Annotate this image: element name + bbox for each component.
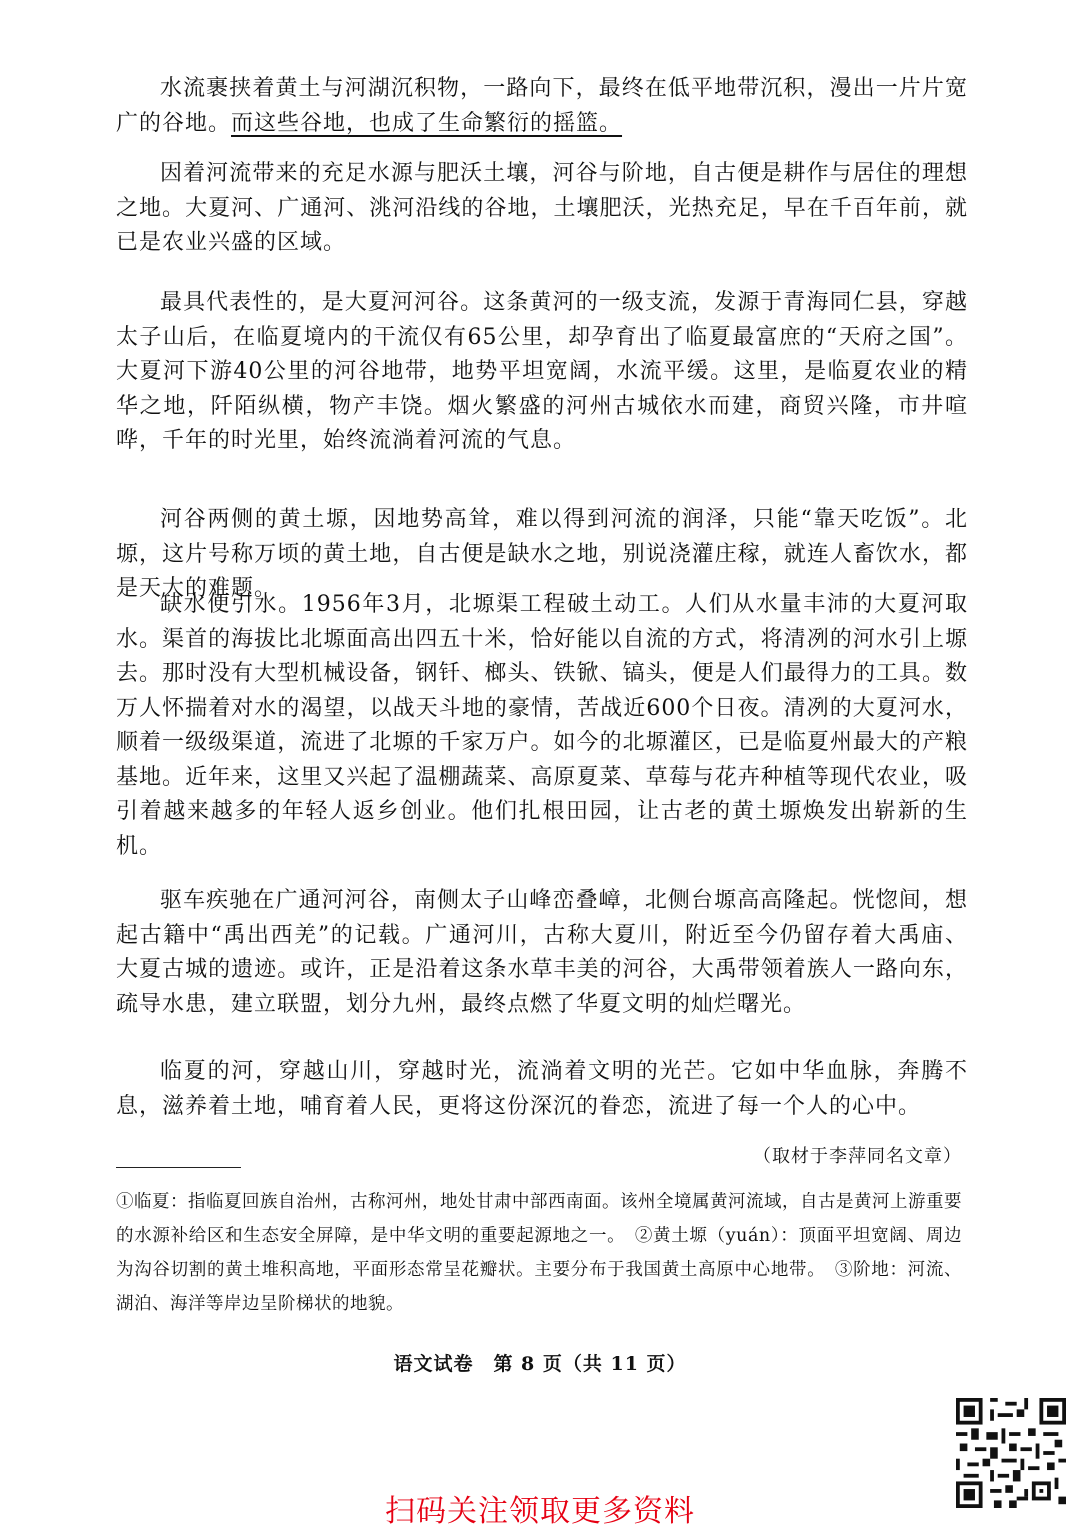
source-attribution: （取材于李萍同名文章）: [753, 1146, 962, 1167]
paragraph-5: 缺水便引水。1956年3月，北塬渠工程破土动工。人们从水量丰沛的大夏河取水。渠首的海拔比北塬面高出四五十米，恰好能以自流的方式，将清冽的河水引上塬去。那时没有大型机械设备，钢钎、榔头、铁锨、镐头，便是人们最得力的工具。数万人怀揣着对水的渴望，以战天斗地的豪情，苦战近600个日夜。清冽的大夏河水，顺着一级级渠道，流进了北塬的千家万户。如今的北塬灌区，已是临夏州最大的产粮基地。近年来，这里又兴起了温棚蔬菜、高原夏菜、草莓与花卉种植等现代农业，吸引着越来越多的年轻人返乡创业。他们扎根田园，让古老的黄土塬焕发出崭新的生机。: [116, 592, 968, 859]
footnote-1: ①临夏：指临夏回族自治州，古称河州，地处甘肃中部西南面。该州全境属黄河流域，自古是黄河上游重要的水源补给区和生态安全屏障，是中华文明的重要起源地之一。: [116, 1192, 962, 1246]
footnote-2: ②黄土塬（yuán）：顶面平坦宽阔、周边为沟谷切割的黄土堆积高地，平面形态常呈花瓣状。主要分布于我国黄土高原中心地带。: [116, 1226, 963, 1280]
paragraph-6: 驱车疾驰在广通河河谷，南侧太子山峰峦叠嶂，北侧台塬高高隆起。恍惚间，想起古籍中“禹出西羌”的记载。广通河川，古称大夏川，附近至今仍留存着大禹庙、大夏古城的遗迹。或许，正是沿着这条水草丰美的河谷，大禹带领着族人一路向东，疏导水患，建立联盟，划分九州，最终点燃了华夏文明的灿烂曙光。: [116, 888, 968, 1017]
promo-banner[interactable]: 扫码关注领取更多资料: [385, 1494, 695, 1529]
paragraph-4: 河谷两侧的黄土塬，因地势高耸，难以得到河流的润泽，只能“靠天吃饭”。北塬，这片号称万顷的黄土地，自古便是缺水之地，别说浇灌庄稼，就连人畜饮水，都是天大的难题。: [116, 507, 968, 601]
paragraph-2: 因着河流带来的充足水源与肥沃土壤，河谷与阶地，自古便是耕作与居住的理想之地。大夏河、广通河、洮河沿线的谷地，土壤肥沃，光热充足，早在千百年前，就已是农业兴盛的区域。: [116, 161, 968, 255]
paragraph-1-text: 水流裹挟着黄土与河湖沉积物，一路向下，最终在低平地带沉积，漫出一片片宽广的谷地。: [116, 76, 968, 136]
footnote-3: ③阶地：河流、湖泊、海洋等岸边呈阶梯状的地貌。: [116, 1260, 963, 1314]
underlined-sentence: 而这些谷地，也成了生命繁衍的摇篮。: [231, 110, 623, 136]
paragraph-3: 最具代表性的，是大夏河河谷。这条黄河的一级支流，发源于青海同仁县，穿越太子山后，在临夏境内的干流仅有65公里，却孕育出了临夏最富庶的“天府之国”。大夏河下游40公里的河谷地带，地势平坦宽阔，水流平缓。这里，是临夏农业的精华之地，阡陌纵横，物产丰饶。烟火繁盛的河州古城依水而建，商贸兴隆，市井喧哗，千年的时光里，始终流淌着河流的气息。: [116, 290, 968, 453]
footnotes: [116, 1185, 962, 1321]
page-footer: 语文试卷 第 8 页（共 11 页）: [393, 1353, 687, 1375]
footnote-divider: [116, 1167, 241, 1168]
paragraph-7: 临夏的河，穿越山川，穿越时光，流淌着文明的光芒。它如中华血脉，奔腾不息，滋养着土地，哺育着人民，更将这份深沉的眷恋，流进了每一个人的心中。: [116, 1059, 968, 1119]
paragraph-1: [116, 72, 968, 141]
